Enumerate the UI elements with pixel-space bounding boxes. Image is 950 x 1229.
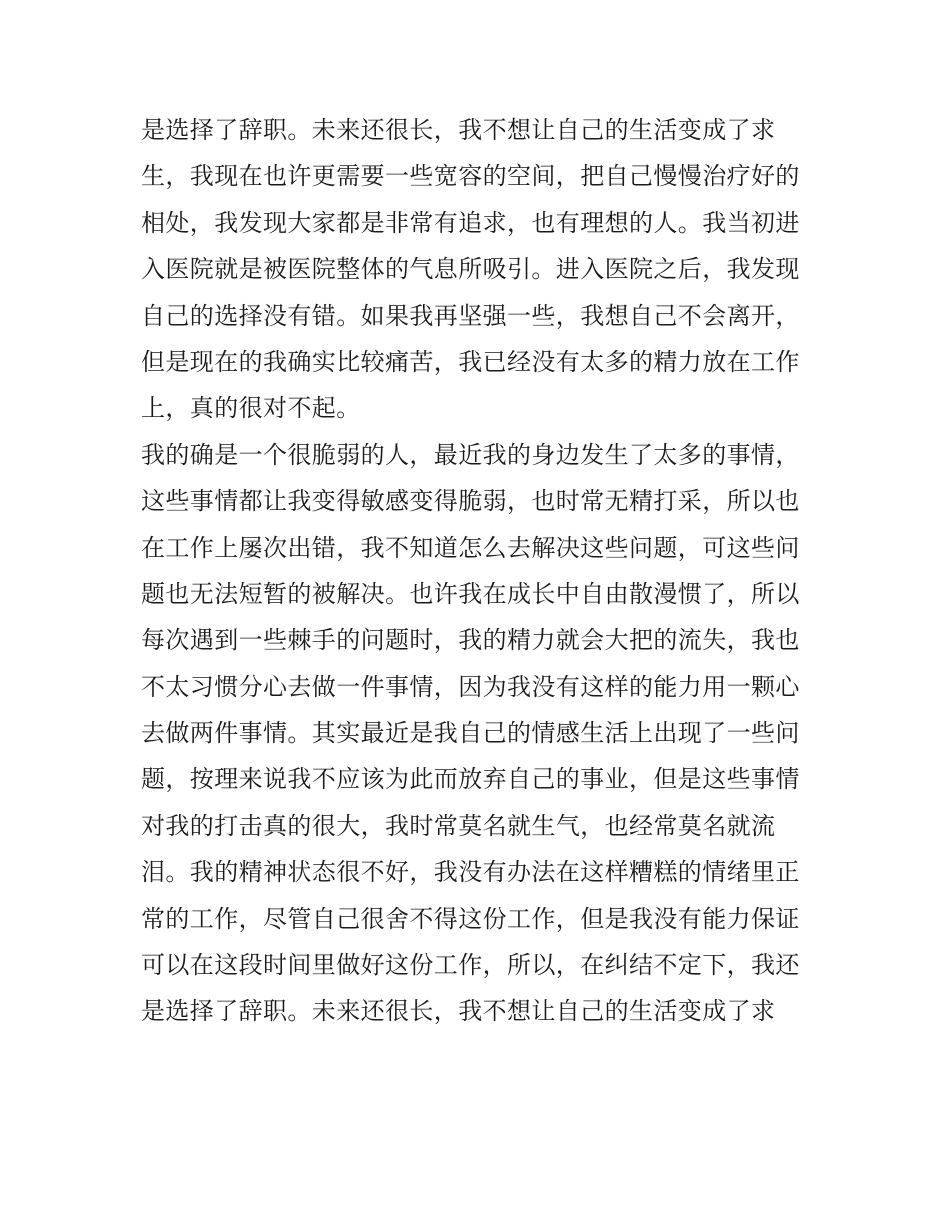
text-line: 可以在这段时间里做好这份工作，所以，在纠结不定下，我还 <box>141 951 800 980</box>
text-line: 入医院就是被医院整体的气息所吸引。进入医院之后，我发现 <box>141 255 800 284</box>
text-line: 常的工作，尽管自己很舍不得这份工作，但是我没有能力保证 <box>141 904 800 933</box>
text-line: 去做两件事情。其实最近是我自己的情感生活上出现了一些问 <box>141 719 800 748</box>
text-line: 在工作上屡次出错，我不知道怎么去解决这些问题，可这些问 <box>141 533 800 562</box>
text-line: 我的确是一个很脆弱的人，最近我的身边发生了太多的事情， <box>141 440 800 469</box>
text-line: 每次遇到一些棘手的问题时，我的精力就会大把的流失，我也 <box>141 626 800 655</box>
text-line: 相处，我发现大家都是非常有追求，也有理想的人。我当初进 <box>141 208 800 237</box>
body-text <box>141 107 821 1035</box>
text-line: 上，真的很对不起。 <box>141 394 361 423</box>
text-line: 这些事情都让我变得敏感变得脆弱，也时常无精打采，所以也 <box>141 487 800 516</box>
text-line: 是选择了辞职。未来还很长，我不想让自己的生活变成了求 <box>141 997 776 1026</box>
text-line: 但是现在的我确实比较痛苦，我已经没有太多的精力放在工作 <box>141 347 800 376</box>
text-line: 题，按理来说我不应该为此而放弃自己的事业，但是这些事情 <box>141 765 800 794</box>
text-line: 生，我现在也许更需要一些宽容的空间，把自己慢慢治疗好的 <box>141 162 800 191</box>
text-line: 泪。我的精神状态很不好，我没有办法在这样糟糕的情绪里正 <box>141 858 800 887</box>
text-line: 对我的打击真的很大，我时常莫名就生气，也经常莫名就流 <box>141 811 776 840</box>
text-line: 题也无法短暂的被解决。也许我在成长中自由散漫惯了，所以 <box>141 579 800 608</box>
text-line: 不太习惯分心去做一件事情，因为我没有这样的能力用一颗心 <box>141 672 800 701</box>
text-line: 自己的选择没有错。如果我再坚强一些，我想自己不会离开， <box>141 301 800 330</box>
text-line: 是选择了辞职。未来还很长，我不想让自己的生活变成了求 <box>141 116 776 144</box>
